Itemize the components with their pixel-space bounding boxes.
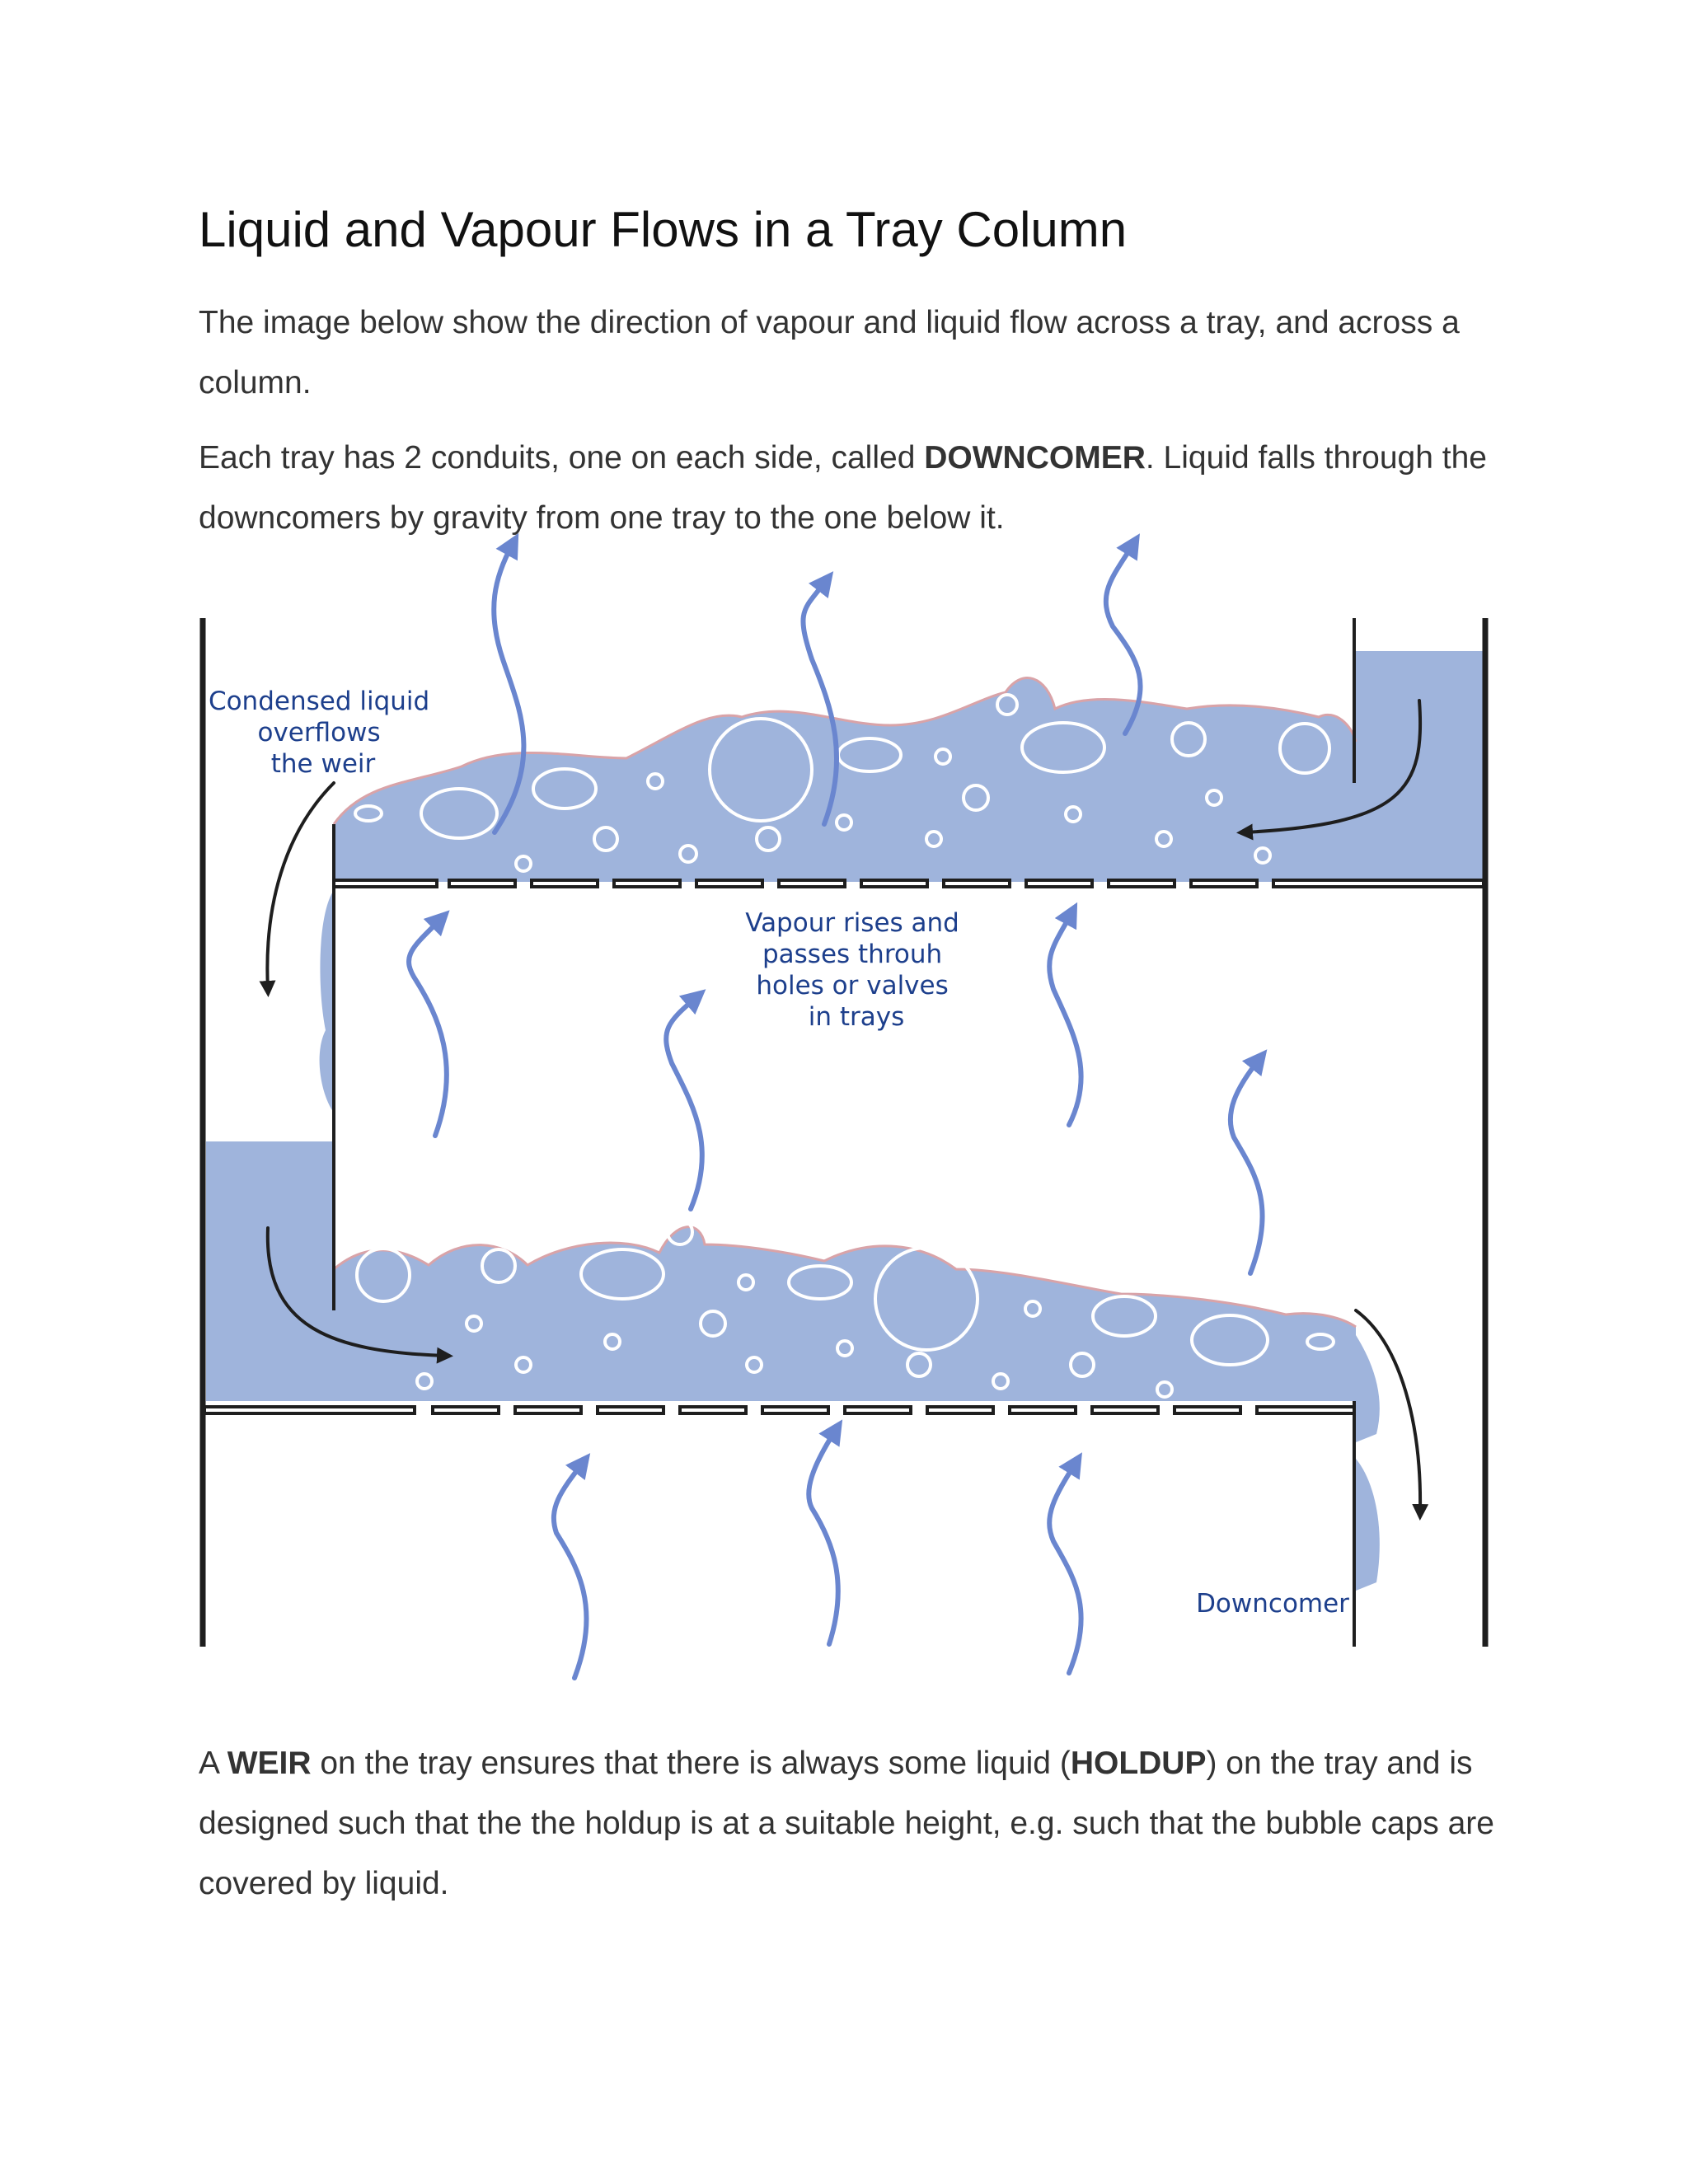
vapour-arrow bbox=[809, 1430, 838, 1644]
upper-tray-plate bbox=[334, 880, 1484, 887]
weir-paragraph bbox=[199, 1733, 1501, 1914]
vapour-rises-label: Vapour rises and passes throuh holes or valves in trays bbox=[745, 908, 959, 1032]
vapour-arrows bbox=[409, 544, 1263, 1678]
condensed-liquid-label: Condensed liquid overflows the weir bbox=[208, 687, 430, 779]
weir-term: WEIR bbox=[227, 1746, 312, 1781]
weir-text-part3: ) on the tray and is designed such that the the holdup is at a suitable height, e.g. such that the bubble caps are covered by liquid. bbox=[199, 1746, 1494, 1901]
weir-text-part1: A bbox=[199, 1746, 227, 1781]
vapour-arrow bbox=[1231, 1059, 1263, 1273]
vapour-arrow bbox=[1049, 913, 1081, 1125]
intro-paragraph: The image below show the direction of vapour and liquid flow across a tray, and across a column. bbox=[199, 305, 1460, 401]
vapour-arrow bbox=[554, 1463, 587, 1678]
holdup-term: HOLDUP bbox=[1070, 1746, 1207, 1781]
vapour-arrow bbox=[409, 919, 447, 1136]
upper-tray-liquid bbox=[334, 651, 1484, 882]
lower-downcomer-liquid bbox=[1356, 1335, 1380, 1591]
lower-tray-plate bbox=[204, 1407, 1354, 1413]
upper-downcomer-liquid bbox=[320, 890, 334, 1113]
vapour-arrow bbox=[666, 997, 702, 1209]
downcomer-term: DOWNCOMER bbox=[924, 440, 1146, 476]
weir-text-part2: on the tray ensures that there is always some liquid ( bbox=[311, 1746, 1071, 1781]
downcomer-text-before: Each tray has 2 conduits, one on each side, called bbox=[199, 440, 925, 476]
page-title: Liquid and Vapour Flows in a Tray Column bbox=[199, 202, 1128, 257]
lower-tray-liquid bbox=[206, 1141, 1356, 1401]
downcomer-text-after: . Liquid falls through the downcomers by gravity from one tray to the one below it. bbox=[199, 440, 1487, 536]
vapour-arrow bbox=[1049, 1463, 1081, 1673]
downcomer-label: Downcomer bbox=[1196, 1589, 1349, 1619]
